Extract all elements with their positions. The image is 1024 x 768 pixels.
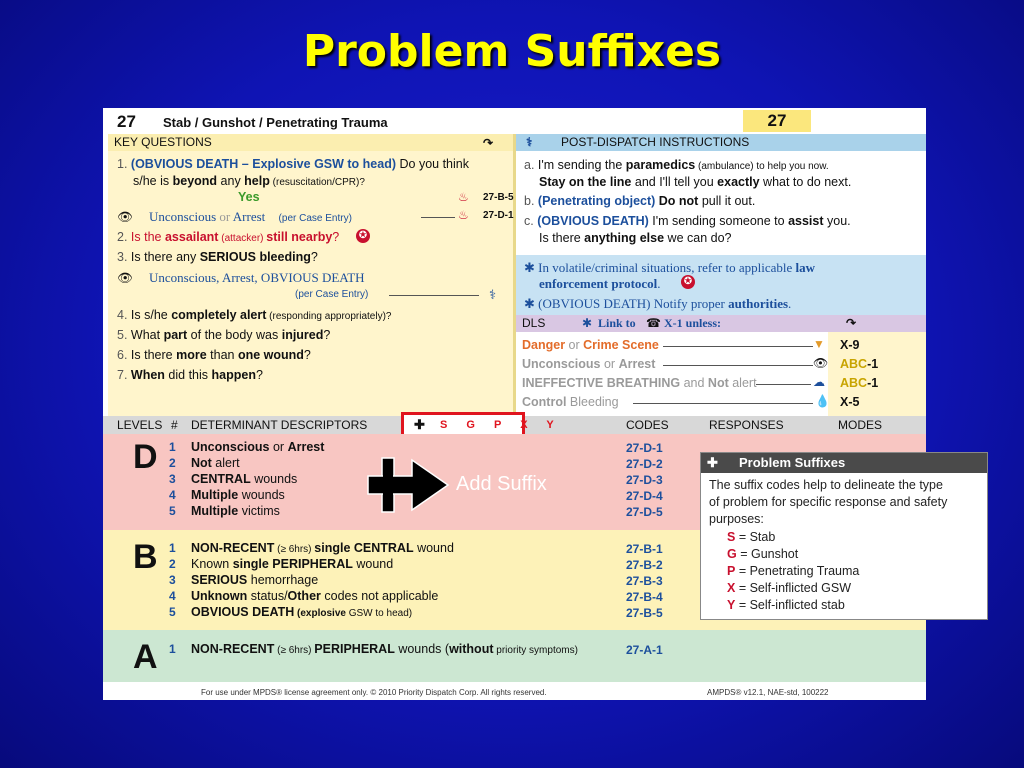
dls-code-abc1: ABC-1	[840, 357, 879, 371]
code-27-d-2: 27-D-2	[626, 457, 663, 471]
determinant-row: 5 OBVIOUS DEATH (explosive GSW to head)	[169, 605, 413, 619]
code-27-d-4: 27-D-4	[626, 489, 663, 503]
caduceus-icon: ⚕	[489, 287, 497, 302]
determinant-row: 3 SERIOUS hemorrhage	[169, 573, 319, 587]
per-case-entry: (per Case Entry)	[295, 289, 369, 300]
suffix-letters: S G P X Y	[440, 419, 562, 431]
pdi-c: c. (OBVIOUS DEATH) I'm sending someone to assist you.	[524, 214, 851, 228]
triangle-icon: ▼	[813, 337, 825, 351]
dls-code-x9: X-9	[840, 338, 860, 352]
footer-copyright: For use under MPDS® license agreement only. © 2010 Priority Dispatch Corp. All rights reserved.	[201, 688, 547, 697]
eye-icon: 👁	[117, 210, 133, 224]
pdi-header	[516, 134, 926, 151]
levels-label: LEVELS	[117, 418, 163, 432]
level-d-rows	[169, 440, 324, 520]
unconscious-arrest-line: Unconscious or Arrest (per Case Entry)	[149, 209, 352, 224]
question-2: 2. Is the assailant (attacker) still nearby?	[117, 230, 340, 244]
eye-icon: 👁	[117, 271, 133, 285]
answer-yes: Yes	[238, 190, 260, 204]
unconscious-death-line: Unconscious, Arrest, OBVIOUS DEATH	[149, 270, 365, 285]
dls-row-unconscious: Unconscious or Arrest	[522, 357, 656, 371]
question-1: 1. (OBVIOUS DEATH – Explosive GSW to head) Do you think	[117, 157, 469, 171]
determinant-row: 4 Multiple wounds	[169, 488, 285, 502]
phone-icon: ☎	[646, 316, 661, 330]
suffix-arrow-icon: ✚	[707, 455, 718, 470]
problem-suffixes-callout	[700, 452, 988, 620]
note-1-line2: enforcement protocol.	[539, 276, 661, 291]
dls-header	[516, 315, 926, 332]
protocol-number-right: 27	[743, 110, 811, 132]
dls-code-abc1-b: ABC-1	[840, 376, 879, 390]
note-2: ✱ (OBVIOUS DEATH) Notify proper authorities.	[524, 296, 792, 311]
caduceus-icon: ⚕	[526, 135, 533, 149]
suffix-item: P = Penetrating Trauma	[727, 564, 860, 578]
code-27-d-1: 27-D-1	[626, 441, 663, 455]
leader-line	[389, 295, 479, 296]
callout-items	[727, 529, 859, 614]
code-27-d-5: 27-D-5	[626, 505, 663, 519]
determinant-row: 1 Unconscious or Arrest	[169, 440, 325, 454]
determinant-row: 4 Unknown status/Other codes not applicable	[169, 589, 439, 603]
code-27-b-4: 27-B-4	[626, 590, 663, 604]
level-d-letter: D	[133, 438, 158, 476]
hash-label: #	[171, 418, 178, 432]
blood-drop-icon: 💧	[815, 394, 830, 408]
dls-code-x5: X-5	[840, 395, 860, 409]
callout-intro: The suffix codes help to delineate the type of problem for specific response and safety purposes:	[709, 478, 948, 526]
suffix-item: G = Gunshot	[727, 547, 799, 561]
code-27-b-5: 27-B-5	[626, 606, 663, 620]
level-a-panel	[103, 630, 926, 682]
code-27-a-1: 27-A-1	[626, 643, 663, 657]
lungs-icon: ☁	[813, 375, 825, 389]
code-27-b-2: 27-B-2	[626, 558, 663, 572]
arrow-icon: ↷	[846, 316, 857, 330]
code-27-b-1: 27-B-1	[626, 542, 663, 556]
determinant-row: 3 CENTRAL wounds	[169, 472, 298, 486]
level-b-letter: B	[133, 538, 158, 576]
star-icon: ✪	[356, 229, 370, 243]
responses-label: RESPONSES	[709, 418, 784, 432]
pdi-a-line2: Stay on the line and I'll tell you exactly what to do next.	[539, 175, 852, 189]
callout-title: Problem Suffixes	[739, 455, 846, 470]
pdi-c-line2: Is there anything else we can do?	[539, 231, 732, 245]
modes-label: MODES	[838, 418, 883, 432]
code-27-d-3: 27-D-3	[626, 473, 663, 487]
arrow-icon: ↷	[483, 136, 494, 150]
dls-label: DLS	[522, 316, 546, 330]
leader-line	[633, 403, 813, 404]
question-4: 4. Is s/he completely alert (responding appropriately)?	[117, 308, 392, 322]
pdi-b: b. (Penetrating object) Do not pull it out.	[524, 194, 756, 208]
add-suffix-label: Add Suffix	[456, 473, 547, 495]
key-questions-header	[108, 134, 519, 151]
dls-row-danger: Danger or Crime Scene	[522, 338, 659, 352]
leader-line	[663, 346, 813, 347]
protocol-number: 27	[117, 112, 136, 131]
level-d-codes	[626, 441, 663, 521]
question-1-line2: s/he is beyond any help (resuscitation/CPR)?	[133, 174, 365, 188]
code-27-d-1-ref: 27-D-1	[483, 210, 514, 221]
determinant-row: 2 Known single PERIPHERAL wound	[169, 557, 394, 571]
footer-version: AMPDS® v12.1, NAE-std, 100222	[707, 688, 829, 697]
suffix-arrow-icon: ✚	[414, 417, 425, 432]
slide-title: Problem Suffixes	[302, 26, 722, 77]
note-1: ✱ In volatile/criminal situations, refer to applicable law	[524, 260, 816, 275]
question-3: 3. Is there any SERIOUS bleeding?	[117, 250, 318, 264]
determinant-row: 1 NON-RECENT (≥ 6hrs) single CENTRAL wound	[169, 541, 454, 555]
question-6: 6. Is there more than one wound?	[117, 348, 311, 362]
key-questions-label: KEY QUESTIONS	[114, 135, 212, 149]
level-a-letter: A	[133, 638, 158, 676]
callout-header	[701, 453, 987, 473]
leader-line	[756, 384, 811, 385]
dls-link-code: X-1 unless:	[664, 316, 722, 330]
suffix-item: X = Self-inflicted GSW	[727, 581, 852, 595]
pdi-label: POST-DISPATCH INSTRUCTIONS	[561, 135, 750, 149]
ambulance-icon: ♨	[458, 190, 469, 204]
suffix-item: Y = Self-inflicted stab	[727, 598, 845, 612]
code-27-b-5-ref: 27-B-5	[483, 192, 514, 203]
determinant-row: 2 Not alert	[169, 456, 240, 470]
code-27-b-3: 27-B-3	[626, 574, 663, 588]
protocol-title: Stab / Gunshot / Penetrating Trauma	[163, 115, 388, 130]
dls-row-bleeding: Control Bleeding	[522, 395, 619, 409]
question-7: 7. When did this happen?	[117, 368, 263, 382]
star-icon: ✪	[681, 275, 695, 289]
suffix-item: S = Stab	[727, 530, 776, 544]
question-5: 5. What part of the body was injured?	[117, 328, 331, 342]
add-suffix-arrow-icon	[366, 456, 450, 514]
descriptors-label: DETERMINANT DESCRIPTORS	[191, 418, 368, 432]
determinant-row: 5 Multiple victims	[169, 504, 280, 518]
leader-line	[421, 217, 455, 218]
eye-icon: 👁	[813, 356, 829, 370]
dls-link: Link to	[598, 316, 636, 330]
asterisk-icon: ✱	[582, 316, 593, 330]
pdi-a: a. I'm sending the paramedics (ambulance) to help you now.	[524, 158, 829, 172]
dls-row-breathing: INEFFECTIVE BREATHING and Not alert	[522, 376, 757, 390]
ambulance-icon: ♨	[458, 208, 469, 222]
level-b-codes	[626, 542, 663, 622]
determinant-row-a1: 1 NON-RECENT (≥ 6hrs) PERIPHERAL wounds (without priority symptoms)	[169, 642, 578, 656]
leader-line	[663, 365, 813, 366]
codes-label: CODES	[626, 418, 669, 432]
level-b-rows	[169, 541, 454, 621]
